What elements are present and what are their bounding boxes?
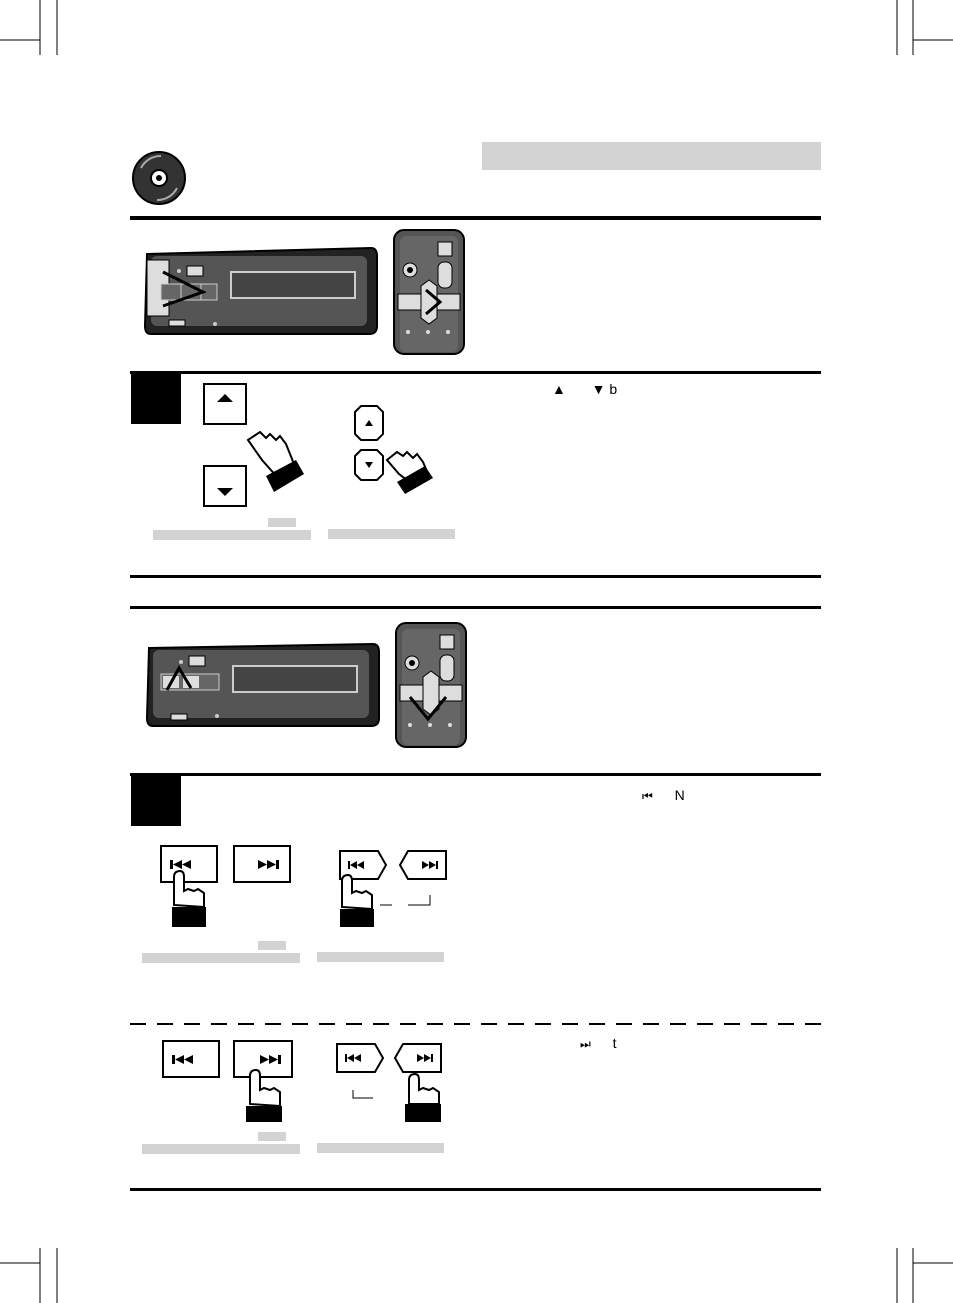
skip-next-glyph: ⏭	[580, 1037, 591, 1051]
up-down-buttons-illustration	[200, 380, 310, 510]
section-title-bar	[482, 142, 821, 170]
dashed-divider	[130, 1023, 822, 1027]
header-rule	[130, 216, 821, 220]
section1-step-rule	[130, 371, 821, 374]
remote-control-illustration-2	[394, 621, 468, 749]
caption-bar-small-3	[258, 1132, 286, 1141]
section2-step-rule	[130, 773, 821, 776]
section2-instruction	[642, 787, 685, 804]
caption-bar-main-unit	[153, 530, 311, 540]
caption-bar-small	[268, 518, 296, 527]
caption-bar-remote-3	[317, 1143, 444, 1153]
remote-prev-next-illustration-2	[335, 1042, 447, 1124]
head-unit-illustration	[143, 246, 379, 336]
prev-next-buttons-illustration-2	[162, 1040, 296, 1124]
remote-prev-next-illustration	[338, 849, 450, 929]
caption-bar-remote-2	[317, 952, 444, 962]
remote-up-down-illustration	[353, 404, 433, 490]
section3-instruction	[580, 1035, 616, 1052]
head-unit-illustration-2	[145, 642, 381, 728]
section2-top-rule	[130, 606, 821, 609]
triangle-up-glyph: ▲	[552, 381, 566, 397]
caption-bar-remote	[328, 529, 455, 539]
instruction-fragment: t	[612, 1035, 617, 1051]
triangle-down-glyph: ▼	[591, 381, 606, 397]
triangle-up-icon	[204, 384, 246, 424]
page-bottom-rule	[130, 1188, 821, 1191]
prev-next-buttons-illustration	[160, 845, 294, 929]
instruction-fragment: b	[609, 381, 618, 397]
skip-previous-glyph: ⏮	[642, 789, 653, 803]
caption-bar-small-2	[258, 941, 286, 950]
instruction-fragment: N	[674, 787, 685, 803]
remote-control-illustration	[392, 228, 466, 356]
step-number-box-2	[131, 776, 181, 826]
triangle-down-icon	[204, 466, 246, 506]
step-number-box	[131, 374, 181, 424]
caption-bar-main-unit-3	[142, 1144, 300, 1154]
section1-end-rule	[130, 575, 821, 578]
pointing-hand-icon	[248, 432, 304, 492]
section1-instruction	[552, 381, 617, 397]
cd-disc-icon	[131, 150, 187, 206]
caption-bar-main-unit-2	[142, 953, 300, 963]
